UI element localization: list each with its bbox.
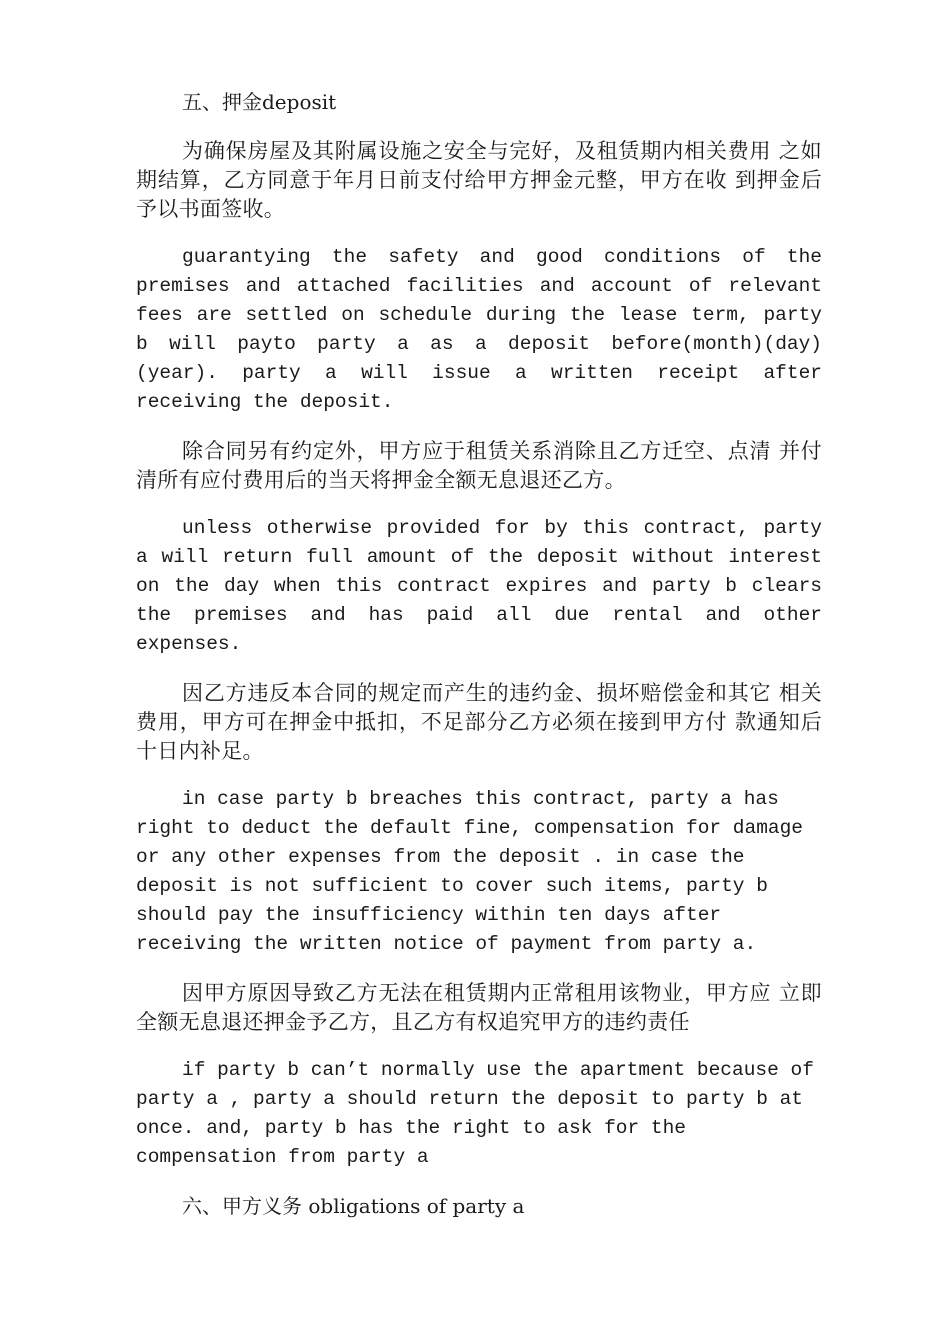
deposit-clause-2-english: unless otherwise provided for by this contract, party a will return full amount of the deposit without interest on the day when this contract expires and party b clears the premises and has paid all due rental and other expenses. [136,517,822,655]
deposit-clause-4-chinese: 因甲方原因导致乙方无法在租赁期内正常租用该物业，甲方应 立即全额无息退还押金予乙方，且乙方有权追究甲方的违约责任 [136,981,822,1034]
document-body [136,88,822,1221]
deposit-clause-2-chinese: 除合同另有约定外，甲方应于租赁关系消除且乙方迁空、点清 并付清所有应付费用后的当天将押金全额无息退还乙方。 [136,439,822,492]
deposit-clause-1-chinese: 为确保房屋及其附属设施之安全与完好，及租赁期内相关费用 之如期结算，乙方同意于年月日前支付给甲方押金元整，甲方在收 到押金后予以书面签收。 [136,139,822,221]
deposit-clause-3-english: in case party b breaches this contract, party a has right to deduct the default fine, compensation for damage or any other expenses from the deposit . in case the deposit is not sufficient to cover such items, party b should pay the insufficiency within ten days after receiving the written notice of payment from party a. [136,788,804,955]
deposit-clause-4-english: if party b can’t normally use the apartment because of party a , party a should return the deposit to party b at once. and, party b has the right to ask for the compensation from party a [136,1059,814,1168]
deposit-clause-3-chinese: 因乙方违反本合同的规定而产生的违约金、损坏赔偿金和其它 相关费用，甲方可在押金中抵扣，不足部分乙方必须在接到甲方付 款通知后十日内补足。 [136,681,822,763]
section-5-heading: 五、押金deposit [182,90,337,114]
section-6-heading: 六、甲方义务 obligations of party a [182,1194,525,1218]
deposit-clause-1-english: guarantying the safety and good conditions of the premises and attached facilities and account of relevant fees are settled on schedule during the lease term, party b will payto party a as a deposit before(month)(day)(year). party a will issue a written receipt after receiving the deposit. [136,246,822,413]
